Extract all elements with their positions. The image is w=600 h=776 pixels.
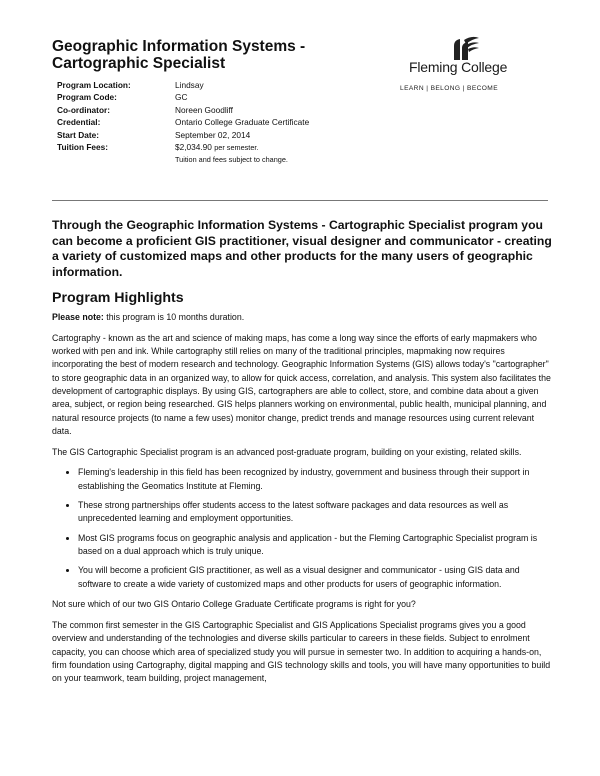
info-row-start-date <box>57 129 375 141</box>
info-row-coordinator <box>57 104 375 116</box>
info-value: Ontario College Graduate Certificate <box>175 117 310 128</box>
info-value: Lindsay <box>175 80 204 90</box>
info-label: Program Location: <box>57 80 131 90</box>
logo-name: Fleming College <box>409 59 508 75</box>
info-row-code <box>57 91 375 103</box>
title-line-1: Geographic Information Systems - <box>52 38 306 55</box>
fees-amount: $2,034.90 <box>175 142 212 153</box>
paragraph-cartography: Cartography - known as the art and science of making maps, has come a long way since the efforts of early mapmakers who worked with pen and ink. While cartography still relies on many of the traditional principles, mapmaking now requires incorporating the best of modern research and technology. Geographic Information Systems (GIS) allows today's "cartographer" to store geographic data in an organized way, to allow for quick access, correlation, and analysis. This system also facilitates the development of cartographic displays. By using GIS, cartographers are able to collect, store, and combine data about a given area, subject, or region being researched. GIS helps planners working on environmental, public health, municipal planning, and natural resource projects (to name a few uses) monitor change, predict trends and manage resources using current relevant data. <box>52 332 551 436</box>
highlights-heading: Program Highlights <box>52 290 184 306</box>
list-item: • Fleming's leadership in this field has been recognized by industry, government and business through their support in establishing the Geomatics Institute at Fleming. <box>78 466 552 493</box>
paragraph-question: Not sure which of our two GIS Ontario College Graduate Certificate programs is right for you? <box>52 599 416 610</box>
intro-statement: Through the Geographic Information Systems - Cartographic Specialist program you can become a proficient GIS practitioner, visual designer and communicator - creating a variety of customized maps and other products for the many users of geographic information. <box>52 218 552 279</box>
info-value: September 02, 2014 <box>175 129 251 140</box>
list-item: • You will become a proficient GIS practitioner, as well as a visual designer and communicator - using GIS data and software to create a wide variety of customized maps and other products for users of geographic information. <box>78 564 552 591</box>
info-label: Program Code: <box>57 92 117 103</box>
list-item: • Most GIS programs focus on geographic analysis and application - but the Fleming Cartographic Specialist program is based on a dual approach which is truly unique. <box>78 532 552 559</box>
info-label: Co-ordinator: <box>57 104 110 115</box>
title-line-2: Cartographic Specialist <box>52 55 226 72</box>
page-title <box>52 38 372 72</box>
fees-note: Tuition and fees subject to change. <box>175 155 288 165</box>
paragraph-common-semester: The common first semester in the GIS Cartographic Specialist and GIS Applications Specialist programs gives you a good overview and understanding of the technologies and diverse skills particular to careers in these fields. Subject to enrolment capacity, you can choose which area of specialized study you will pursue in semester two. In addition to acquiring a hands-on, firm foundation using Cartography, digital mapping and GIS technology skills and tools, you will have many opportunities to build on your teamwork, team building, project management, <box>52 620 551 684</box>
info-row-location <box>57 79 375 91</box>
logo-tagline: LEARN | BELONG | BECOME <box>400 85 498 92</box>
program-info-table <box>57 79 375 167</box>
list-item: • These strong partnerships offer students access to the latest software packages and data resources as well as unprecedented learning and employment opportunities. <box>78 499 552 526</box>
info-label: Tuition Fees: <box>57 142 109 153</box>
info-value: GC <box>175 92 188 103</box>
highlights-list <box>52 466 552 590</box>
info-label: Credential: <box>57 117 101 128</box>
duration-note <box>52 311 552 324</box>
program-body <box>52 311 552 693</box>
info-row-credential <box>57 116 375 128</box>
divider <box>52 200 548 201</box>
fleming-college-logo <box>400 36 525 96</box>
info-label: Start Date: <box>57 129 99 140</box>
fees-value <box>175 141 375 167</box>
note-text: this program is 10 months duration. <box>103 312 245 322</box>
fees-per: per semester. <box>214 143 259 153</box>
paragraph-program: The GIS Cartographic Specialist program is an advanced post-graduate program, building on your existing, related skills. <box>52 446 522 457</box>
info-value: Noreen Goodliff <box>175 104 233 115</box>
note-label: Please note: <box>52 312 104 322</box>
info-row-fees <box>57 141 375 167</box>
